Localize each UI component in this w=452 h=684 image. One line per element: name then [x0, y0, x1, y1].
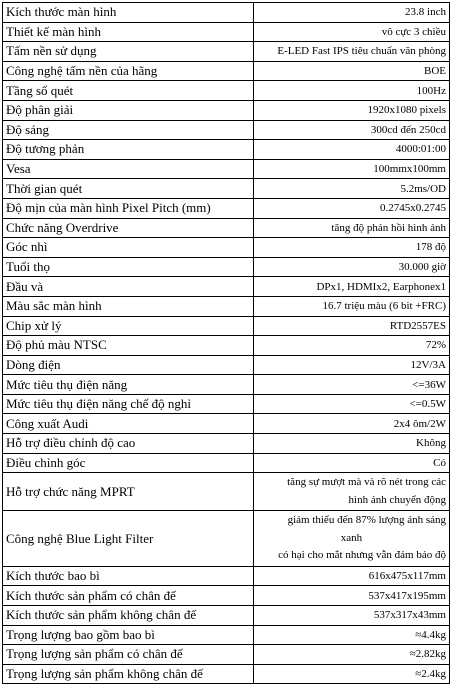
spec-value-line: 100mmx100mm [373, 163, 446, 176]
table-row [3, 61, 450, 81]
spec-value-line: 5.2ms/OD [400, 182, 446, 195]
table-row [3, 140, 450, 160]
table-row [3, 3, 450, 23]
spec-value-line: Không [416, 437, 446, 450]
spec-value-line: DPx1, HDMIx2, Earphonex1 [316, 280, 446, 293]
table-row [3, 159, 450, 179]
table-row [3, 42, 450, 62]
table-row [3, 453, 450, 473]
spec-value [254, 355, 450, 375]
spec-label: Đầu và [3, 277, 254, 297]
spec-value [254, 61, 450, 81]
spec-label: Màu sắc màn hình [3, 296, 254, 316]
spec-value [254, 375, 450, 395]
spec-label: Độ tương phản [3, 140, 254, 160]
table-row [3, 586, 450, 606]
spec-value [254, 586, 450, 606]
table-row [3, 355, 450, 375]
spec-value-line: 616x475x117mm [368, 570, 446, 583]
spec-label: Mức tiêu thụ điện năng [3, 375, 254, 395]
spec-label: Kích thước sản phẩm không chân đế [3, 605, 254, 625]
spec-value [254, 277, 450, 297]
spec-label: Vesa [3, 159, 254, 179]
spec-value [254, 566, 450, 586]
table-row [3, 605, 450, 625]
spec-label: Trọng lượng sản phẩm không chân đế [3, 664, 254, 684]
spec-label: Hỗ trợ điều chỉnh độ cao [3, 434, 254, 454]
spec-label: Kích thước bao bì [3, 566, 254, 586]
spec-label: Độ sáng [3, 120, 254, 140]
spec-label: Điều chỉnh góc [3, 453, 254, 473]
spec-label: Độ mịn của màn hình Pixel Pitch (mm) [3, 198, 254, 218]
spec-label: Hỗ trợ chức năng MPRT [3, 473, 254, 511]
spec-label: Tầng số quét [3, 81, 254, 101]
spec-label: Công nghệ tấm nền của hãng [3, 61, 254, 81]
spec-label: Công xuất Audi [3, 414, 254, 434]
spec-value [254, 605, 450, 625]
spec-value [254, 257, 450, 277]
table-row [3, 566, 450, 586]
table-row [3, 100, 450, 120]
spec-value-line: 178 độ [415, 241, 446, 254]
spec-value-line: 537x317x43mm [373, 609, 446, 622]
spec-value-line: 100Hz [416, 84, 446, 97]
spec-value-line: giảm thiểu đến 87% lượng ánh sáng [287, 514, 446, 527]
spec-value-line: có hại cho mắt nhưng vẫn đảm bảo độ [278, 549, 446, 562]
table-row [3, 22, 450, 42]
spec-value [254, 453, 450, 473]
table-row [3, 179, 450, 199]
table-row [3, 336, 450, 356]
table-row [3, 434, 450, 454]
table-row [3, 120, 450, 140]
spec-value [254, 140, 450, 160]
table-row [3, 296, 450, 316]
spec-label: Tuổi thọ [3, 257, 254, 277]
spec-value [254, 336, 450, 356]
spec-table [2, 2, 450, 684]
spec-value-line: 2x4 ôm/2W [393, 417, 446, 430]
spec-label: Độ phân giải [3, 100, 254, 120]
spec-value [254, 238, 450, 258]
spec-value-line: hình ảnh chuyển động [348, 493, 446, 506]
spec-value-line: RTD2557ES [389, 319, 446, 332]
table-row [3, 625, 450, 645]
table-row [3, 414, 450, 434]
table-row [3, 394, 450, 414]
spec-value-line: 72% [425, 339, 446, 352]
spec-value [254, 414, 450, 434]
spec-label: Góc nhì [3, 238, 254, 258]
spec-value-line: E-LED Fast IPS tiêu chuẩn văn phòng [277, 45, 446, 58]
spec-value-line: vô cực 3 chiều [381, 25, 446, 38]
table-row [3, 645, 450, 665]
spec-label: Dòng điện [3, 355, 254, 375]
spec-label: Tấm nền sử dụng [3, 42, 254, 62]
spec-value [254, 434, 450, 454]
spec-label: Độ phủ màu NTSC [3, 336, 254, 356]
spec-value [254, 81, 450, 101]
spec-value [254, 625, 450, 645]
table-row [3, 198, 450, 218]
spec-value-line: ≈2.4kg [415, 668, 446, 681]
table-row [3, 257, 450, 277]
spec-label: Chip xử lý [3, 316, 254, 336]
spec-value-line: 23.8 inch [405, 6, 446, 19]
spec-label: Công nghệ Blue Light Filter [3, 511, 254, 567]
table-row [3, 218, 450, 238]
spec-value [254, 198, 450, 218]
spec-value [254, 316, 450, 336]
spec-value [254, 22, 450, 42]
spec-value-line: <=0.5W [409, 398, 446, 411]
spec-label: Trọng lượng sản phẩm có chân đế [3, 645, 254, 665]
spec-value [254, 120, 450, 140]
spec-value-line: tăng độ phản hồi hình ảnh [331, 221, 446, 234]
table-row [3, 238, 450, 258]
spec-value-line: xanh [340, 531, 363, 544]
table-row [3, 277, 450, 297]
spec-value [254, 3, 450, 23]
table-row [3, 81, 450, 101]
spec-label: Chức năng Overdrive [3, 218, 254, 238]
spec-value [254, 511, 450, 567]
spec-value [254, 394, 450, 414]
spec-value [254, 473, 450, 511]
spec-value-line: ≈4.4kg [415, 628, 446, 641]
spec-value [254, 159, 450, 179]
spec-label: Kích thước sản phẩm có chân đế [3, 586, 254, 606]
spec-value-line: <=36W [412, 378, 446, 391]
spec-value [254, 100, 450, 120]
spec-value-line: 16.7 triệu màu (6 bit +FRC) [322, 300, 446, 313]
spec-value [254, 179, 450, 199]
spec-value-line: ≈2.82kg [409, 648, 446, 661]
spec-value-line: 12V/3A [410, 358, 446, 371]
spec-value-line: 4000:01:00 [395, 143, 446, 156]
spec-value [254, 296, 450, 316]
spec-value [254, 42, 450, 62]
table-row [3, 473, 450, 511]
table-row [3, 316, 450, 336]
table-row [3, 511, 450, 567]
spec-value [254, 664, 450, 684]
spec-label: Trọng lượng bao gồm bao bì [3, 625, 254, 645]
spec-label: Thời gian quét [3, 179, 254, 199]
table-row [3, 664, 450, 684]
spec-value [254, 645, 450, 665]
spec-value [254, 218, 450, 238]
spec-value-line: 1920x1080 pixels [367, 104, 446, 117]
spec-value-line: Có [433, 456, 446, 469]
spec-value-line: 537x417x195mm [368, 589, 446, 602]
spec-value-line: BOE [424, 65, 446, 78]
spec-value-line: 30.000 giờ [398, 261, 446, 274]
spec-label: Thiết kế màn hình [3, 22, 254, 42]
table-row [3, 375, 450, 395]
spec-table-body [3, 3, 450, 684]
spec-label: Mức tiêu thụ điện năng chế độ nghỉ [3, 394, 254, 414]
spec-value-line: tăng sự mượt mà và rõ nét trong các [287, 476, 446, 489]
spec-value-line: 300cd đến 250cd [370, 123, 446, 136]
spec-value-line: 0.2745x0.2745 [380, 202, 446, 215]
spec-label: Kích thước màn hình [3, 3, 254, 23]
